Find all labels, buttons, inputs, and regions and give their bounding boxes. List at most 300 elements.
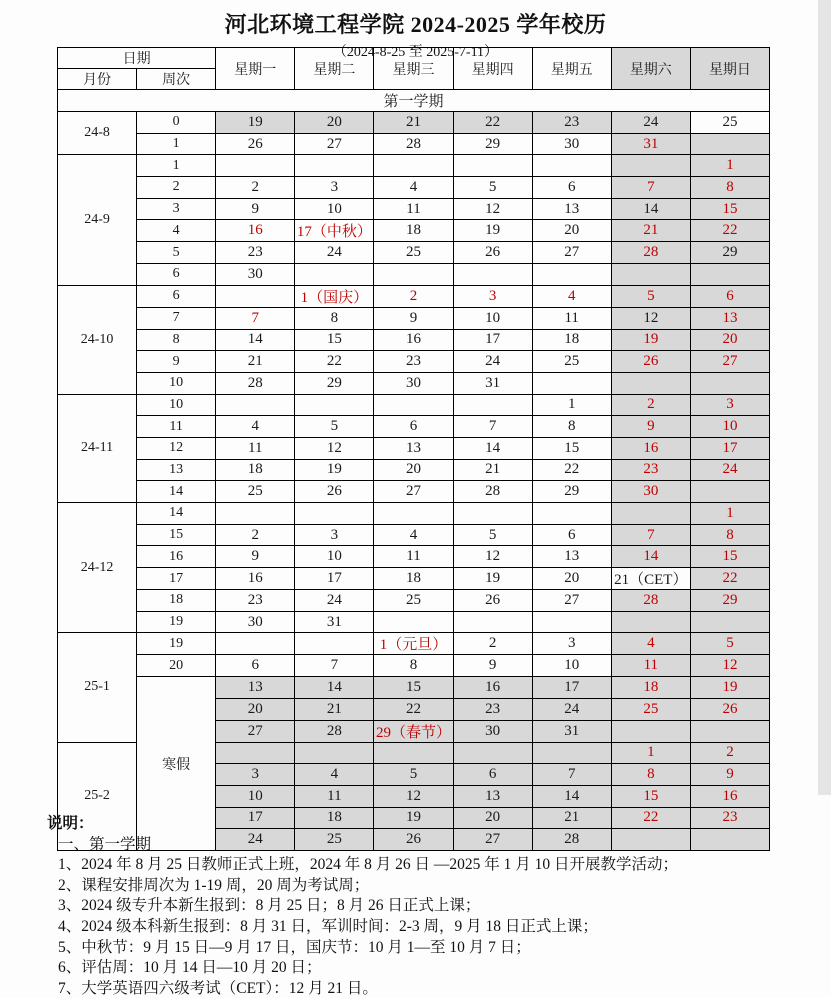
- calendar-day-cell: 8: [295, 307, 374, 329]
- calendar-day-cell: 24: [453, 351, 532, 373]
- weekday-header-sun: 星期日: [690, 48, 769, 90]
- calendar-day-cell: 29: [690, 590, 769, 612]
- calendar-day-cell: 6: [690, 285, 769, 307]
- calendar-day-cell: [690, 481, 769, 503]
- week-number-cell: 4: [137, 220, 216, 242]
- semester-banner-row: [58, 90, 770, 112]
- calendar-day-cell: 14: [532, 785, 611, 807]
- calendar-day-cell: 26: [216, 133, 295, 155]
- calendar-day-cell: 2: [611, 394, 690, 416]
- calendar-day-cell: 9: [216, 198, 295, 220]
- calendar-week-row: [58, 546, 770, 568]
- calendar-day-cell: 26: [611, 351, 690, 373]
- calendar-day-cell: 31: [611, 133, 690, 155]
- calendar-day-cell: 5: [611, 285, 690, 307]
- calendar-day-cell: 4: [374, 524, 453, 546]
- calendar-week-row: [58, 242, 770, 264]
- calendar-day-cell: [216, 394, 295, 416]
- month-label-cell: 24-12: [58, 503, 137, 633]
- calendar-day-cell: 5: [374, 764, 453, 786]
- week-number-cell: 16: [137, 546, 216, 568]
- calendar-day-cell: 13: [690, 307, 769, 329]
- calendar-day-cell: 1: [611, 742, 690, 764]
- calendar-day-cell: [295, 394, 374, 416]
- week-number-cell: 8: [137, 329, 216, 351]
- calendar-day-cell: 20: [532, 220, 611, 242]
- week-number-cell: 19: [137, 633, 216, 655]
- calendar-day-cell: 25: [374, 590, 453, 612]
- calendar-day-cell: [532, 372, 611, 394]
- calendar-day-cell: 7: [453, 416, 532, 438]
- calendar-week-row: [58, 285, 770, 307]
- calendar-day-cell: [611, 611, 690, 633]
- calendar-day-cell: 13: [216, 677, 295, 699]
- calendar-day-cell: 26: [453, 242, 532, 264]
- calendar-day-cell: 7: [216, 307, 295, 329]
- calendar-day-cell: 15: [374, 677, 453, 699]
- date-header-cell: 日期: [58, 48, 216, 69]
- calendar-day-cell: 7: [532, 764, 611, 786]
- calendar-day-cell: 21: [295, 698, 374, 720]
- weekday-header-thu: 星期四: [453, 48, 532, 90]
- calendar-day-cell: 5: [453, 177, 532, 199]
- calendar-day-cell: 30: [374, 372, 453, 394]
- calendar-day-cell: 10: [532, 655, 611, 677]
- calendar-day-cell: 6: [532, 524, 611, 546]
- calendar-day-cell: 7: [611, 177, 690, 199]
- calendar-day-cell: [611, 372, 690, 394]
- calendar-week-row: [58, 416, 770, 438]
- calendar-day-cell: 24: [690, 459, 769, 481]
- calendar-week-row: [58, 437, 770, 459]
- calendar-day-cell: 19: [295, 459, 374, 481]
- calendar-day-cell: 2: [453, 633, 532, 655]
- calendar-day-cell: 13: [532, 546, 611, 568]
- calendar-day-cell: 15: [611, 785, 690, 807]
- calendar-day-cell: 9: [374, 307, 453, 329]
- calendar-day-cell: 9: [611, 416, 690, 438]
- calendar-day-cell: 4: [611, 633, 690, 655]
- calendar-day-cell: 22: [453, 112, 532, 134]
- calendar-week-row: [58, 133, 770, 155]
- calendar-day-cell: [453, 264, 532, 286]
- calendar-day-cell: 28: [374, 133, 453, 155]
- calendar-week-row: [58, 524, 770, 546]
- calendar-week-row: [58, 177, 770, 199]
- page-subtitle: （2024-8-25 至 2025-7-11）: [332, 45, 499, 60]
- calendar-day-cell: 6: [374, 416, 453, 438]
- calendar-day-cell: 14: [453, 437, 532, 459]
- notes-section: [47, 814, 807, 998]
- calendar-day-cell: 17: [690, 437, 769, 459]
- semester-banner: 第一学期: [58, 90, 770, 112]
- calendar-day-cell: 6: [532, 177, 611, 199]
- calendar-day-cell: [690, 264, 769, 286]
- week-number-cell: 6: [137, 264, 216, 286]
- calendar-day-cell: 20: [295, 112, 374, 134]
- calendar-day-cell: 18: [216, 459, 295, 481]
- calendar-day-cell: 21: [453, 459, 532, 481]
- month-header-cell: 月份: [58, 69, 137, 90]
- week-number-cell: 18: [137, 590, 216, 612]
- calendar-day-cell: [453, 742, 532, 764]
- month-label-cell: 25-1: [58, 633, 137, 742]
- calendar-day-cell: 23: [690, 807, 769, 829]
- calendar-day-cell: 10: [690, 416, 769, 438]
- month-label-cell: 24-10: [58, 285, 137, 394]
- calendar-day-cell: 28: [532, 829, 611, 851]
- calendar-day-cell: 1: [690, 155, 769, 177]
- calendar-day-cell: [532, 611, 611, 633]
- calendar-week-row: [58, 481, 770, 503]
- calendar-day-cell: 13: [374, 437, 453, 459]
- week-header-cell: 周次: [137, 69, 216, 90]
- calendar-day-cell: 17: [532, 677, 611, 699]
- calendar-day-cell: [295, 155, 374, 177]
- calendar-day-cell: [374, 742, 453, 764]
- calendar-week-row: [58, 459, 770, 481]
- calendar-week-row: [58, 655, 770, 677]
- calendar-day-cell: [295, 264, 374, 286]
- note-line: 1、2024 年 8 月 25 日教师正式上班，2024 年 8 月 26 日 —2025 年 1 月 10 日开展教学活动；: [58, 856, 679, 874]
- calendar-day-cell: 9: [453, 655, 532, 677]
- calendar-day-cell: [690, 372, 769, 394]
- calendar-day-cell: [690, 133, 769, 155]
- calendar-day-cell: 16: [690, 785, 769, 807]
- calendar-day-cell: 5: [690, 633, 769, 655]
- calendar-day-cell: 11: [374, 546, 453, 568]
- calendar-table: [57, 47, 770, 851]
- calendar-day-cell: 4: [374, 177, 453, 199]
- calendar-day-cell: 3: [295, 177, 374, 199]
- calendar-day-cell: 20: [532, 568, 611, 590]
- calendar-day-cell: 8: [374, 655, 453, 677]
- calendar-day-cell: 19: [690, 677, 769, 699]
- calendar-day-cell: 25: [690, 112, 769, 134]
- calendar-day-cell: 3: [216, 764, 295, 786]
- calendar-day-cell: 19: [611, 329, 690, 351]
- note-line: 一、第一学期: [58, 835, 152, 853]
- calendar-day-cell: 19: [216, 112, 295, 134]
- calendar-day-cell: 11: [295, 785, 374, 807]
- week-number-cell: 17: [137, 568, 216, 590]
- calendar-week-row: [58, 503, 770, 525]
- calendar-day-cell: [374, 264, 453, 286]
- calendar-day-cell: 6: [453, 764, 532, 786]
- calendar-day-cell: 8: [532, 416, 611, 438]
- calendar-day-cell: [611, 720, 690, 742]
- week-number-cell: 20: [137, 655, 216, 677]
- calendar-day-cell: 24: [532, 698, 611, 720]
- calendar-day-cell: 30: [532, 133, 611, 155]
- calendar-day-cell: 19: [453, 568, 532, 590]
- calendar-day-cell: 10: [295, 198, 374, 220]
- month-label-cell: 24-9: [58, 155, 137, 285]
- month-label-cell: 25-2: [58, 742, 137, 850]
- calendar-day-cell: 27: [690, 351, 769, 373]
- calendar-day-cell: 29: [295, 372, 374, 394]
- calendar-day-cell: 8: [611, 764, 690, 786]
- calendar-day-cell: 23: [453, 698, 532, 720]
- calendar-day-cell: 21: [611, 220, 690, 242]
- calendar-day-cell: 23: [374, 351, 453, 373]
- calendar-day-cell: 10: [453, 307, 532, 329]
- page-title: 河北环境工程学院 2024-2025 学年校历: [224, 12, 607, 37]
- calendar-day-cell: [295, 742, 374, 764]
- calendar-day-cell: 1: [532, 394, 611, 416]
- calendar-day-cell: [374, 155, 453, 177]
- calendar-day-cell: 26: [690, 698, 769, 720]
- weekday-header-wed: 星期三: [374, 48, 453, 90]
- calendar-day-cell: [611, 155, 690, 177]
- calendar-day-cell: 27: [374, 481, 453, 503]
- calendar-day-cell: 27: [453, 829, 532, 851]
- calendar-day-cell: 12: [453, 546, 532, 568]
- calendar-body: [58, 90, 770, 851]
- calendar-day-cell: 18: [374, 568, 453, 590]
- month-label-cell: 24-11: [58, 394, 137, 502]
- calendar-day-cell: 2: [216, 177, 295, 199]
- calendar-day-cell: 5: [453, 524, 532, 546]
- calendar-day-cell: [216, 155, 295, 177]
- calendar-day-cell: 28: [611, 242, 690, 264]
- calendar-day-cell: 25: [295, 829, 374, 851]
- calendar-day-cell: 27: [295, 133, 374, 155]
- calendar-day-cell: 3: [690, 394, 769, 416]
- calendar-day-cell: 7: [611, 524, 690, 546]
- calendar-day-cell: [374, 611, 453, 633]
- calendar-day-cell: 1（元旦）: [374, 633, 453, 655]
- calendar-day-cell: 31: [453, 372, 532, 394]
- calendar-day-cell: 20: [690, 329, 769, 351]
- calendar-header: [58, 48, 770, 90]
- calendar-day-cell: [532, 503, 611, 525]
- week-number-cell: 10: [137, 394, 216, 416]
- calendar-week-row: [58, 329, 770, 351]
- weekday-header-fri: 星期五: [532, 48, 611, 90]
- calendar-day-cell: 21: [532, 807, 611, 829]
- calendar-day-cell: 8: [690, 177, 769, 199]
- calendar-header-row-1: [58, 48, 770, 69]
- calendar-day-cell: 11: [216, 437, 295, 459]
- calendar-day-cell: 15: [690, 546, 769, 568]
- calendar-week-row: [58, 307, 770, 329]
- week-number-cell: 14: [137, 481, 216, 503]
- calendar-day-cell: 29: [690, 242, 769, 264]
- calendar-day-cell: 10: [216, 785, 295, 807]
- note-line: 3、2024 级专升本新生报到：8 月 25 日；8 月 26 日正式上课；: [58, 897, 481, 915]
- calendar-day-cell: 21: [374, 112, 453, 134]
- calendar-day-cell: 28: [453, 481, 532, 503]
- calendar-day-cell: 4: [216, 416, 295, 438]
- calendar-day-cell: 12: [611, 307, 690, 329]
- calendar-day-cell: 12: [453, 198, 532, 220]
- week-number-cell: 6: [137, 285, 216, 307]
- calendar-day-cell: 14: [216, 329, 295, 351]
- calendar-day-cell: 14: [611, 198, 690, 220]
- week-number-cell: 9: [137, 351, 216, 373]
- calendar-day-cell: 11: [532, 307, 611, 329]
- calendar-day-cell: 27: [532, 242, 611, 264]
- calendar-day-cell: 24: [216, 829, 295, 851]
- week-number-cell: 11: [137, 416, 216, 438]
- calendar-day-cell: 16: [611, 437, 690, 459]
- calendar-week-row: [58, 372, 770, 394]
- week-number-cell: 7: [137, 307, 216, 329]
- calendar-day-cell: 20: [216, 698, 295, 720]
- calendar-week-row: [58, 677, 770, 699]
- calendar-day-cell: 7: [295, 655, 374, 677]
- calendar-day-cell: 10: [295, 546, 374, 568]
- calendar-day-cell: [611, 264, 690, 286]
- calendar-day-cell: 4: [295, 764, 374, 786]
- calendar-day-cell: [374, 503, 453, 525]
- calendar-day-cell: 12: [690, 655, 769, 677]
- calendar-day-cell: 21: [216, 351, 295, 373]
- calendar-day-cell: 16: [216, 568, 295, 590]
- week-number-cell: 19: [137, 611, 216, 633]
- calendar-day-cell: [690, 611, 769, 633]
- calendar-day-cell: 2: [216, 524, 295, 546]
- calendar-week-row: [58, 611, 770, 633]
- week-number-cell: 12: [137, 437, 216, 459]
- calendar-day-cell: [374, 394, 453, 416]
- winter-vacation-label-cell: 寒假: [137, 677, 216, 851]
- calendar-day-cell: 24: [295, 590, 374, 612]
- calendar-day-cell: [532, 264, 611, 286]
- calendar-day-cell: 11: [611, 655, 690, 677]
- calendar-day-cell: [216, 742, 295, 764]
- week-number-cell: 1: [137, 155, 216, 177]
- calendar-day-cell: 20: [374, 459, 453, 481]
- calendar-day-cell: 13: [453, 785, 532, 807]
- calendar-day-cell: 17: [216, 807, 295, 829]
- calendar-day-cell: 23: [216, 242, 295, 264]
- calendar-day-cell: [611, 503, 690, 525]
- calendar-week-row: [58, 394, 770, 416]
- calendar-day-cell: 9: [216, 546, 295, 568]
- calendar-day-cell: 14: [295, 677, 374, 699]
- calendar-week-row: [58, 155, 770, 177]
- calendar-day-cell: [532, 155, 611, 177]
- calendar-day-cell: 30: [611, 481, 690, 503]
- calendar-day-cell: [453, 394, 532, 416]
- calendar-day-cell: 29: [453, 133, 532, 155]
- calendar-day-cell: 29: [532, 481, 611, 503]
- calendar-day-cell: 27: [532, 590, 611, 612]
- note-line: 6、评估周：10 月 14 日—10 月 20 日；: [58, 959, 322, 977]
- calendar-day-cell: 8: [690, 524, 769, 546]
- calendar-day-cell: 22: [374, 698, 453, 720]
- calendar-day-cell: 12: [374, 785, 453, 807]
- calendar-day-cell: 13: [532, 198, 611, 220]
- note-line: 7、大学英语四六级考试（CET）：12 月 21 日。: [58, 979, 378, 997]
- calendar-day-cell: [690, 720, 769, 742]
- note-line: 5、中秋节：9 月 15 日—9 月 17 日，国庆节：10 月 1—至 10 月 7 日；: [58, 938, 531, 956]
- calendar-day-cell: 24: [611, 112, 690, 134]
- calendar-day-cell: 21（CET）: [611, 568, 690, 590]
- week-number-cell: 14: [137, 503, 216, 525]
- calendar-day-cell: 22: [295, 351, 374, 373]
- note-line: 2、课程安排周次为 1-19 周，20 周为考试周；: [58, 876, 370, 894]
- calendar-day-cell: 17: [453, 329, 532, 351]
- calendar-day-cell: [453, 503, 532, 525]
- calendar-day-cell: 25: [611, 698, 690, 720]
- calendar-day-cell: [216, 633, 295, 655]
- weekday-header-mon: 星期一: [216, 48, 295, 90]
- calendar-day-cell: 28: [216, 372, 295, 394]
- calendar-day-cell: 3: [532, 633, 611, 655]
- week-number-cell: 2: [137, 177, 216, 199]
- calendar-day-cell: 11: [374, 198, 453, 220]
- calendar-day-cell: 26: [453, 590, 532, 612]
- calendar-day-cell: 30: [453, 720, 532, 742]
- calendar-day-cell: 31: [295, 611, 374, 633]
- calendar-week-row: [58, 568, 770, 590]
- calendar-day-cell: 22: [690, 220, 769, 242]
- calendar-day-cell: 18: [295, 807, 374, 829]
- calendar-day-cell: [216, 503, 295, 525]
- calendar-day-cell: 31: [532, 720, 611, 742]
- calendar-day-cell: 9: [690, 764, 769, 786]
- calendar-day-cell: 29（春节）: [374, 720, 453, 742]
- calendar-day-cell: 2: [690, 742, 769, 764]
- week-number-cell: 1: [137, 133, 216, 155]
- notes-heading: 说明：: [47, 815, 94, 832]
- calendar-week-row: [58, 112, 770, 134]
- calendar-week-row: [58, 198, 770, 220]
- calendar-day-cell: 1（国庆）: [295, 285, 374, 307]
- week-number-cell: 0: [137, 112, 216, 134]
- calendar-day-cell: 2: [374, 285, 453, 307]
- calendar-day-cell: 22: [690, 568, 769, 590]
- calendar-day-cell: [532, 742, 611, 764]
- calendar-day-cell: [295, 503, 374, 525]
- calendar-day-cell: 26: [295, 481, 374, 503]
- calendar-day-cell: 28: [295, 720, 374, 742]
- calendar-day-cell: 25: [374, 242, 453, 264]
- month-label-cell: 24-8: [58, 112, 137, 155]
- calendar-day-cell: 14: [611, 546, 690, 568]
- weekday-header-tue: 星期二: [295, 48, 374, 90]
- calendar-day-cell: 28: [611, 590, 690, 612]
- calendar-day-cell: 15: [295, 329, 374, 351]
- calendar-day-cell: 3: [453, 285, 532, 307]
- calendar-day-cell: 4: [532, 285, 611, 307]
- calendar-day-cell: 19: [453, 220, 532, 242]
- weekday-header-sat: 星期六: [611, 48, 690, 90]
- calendar-day-cell: [453, 611, 532, 633]
- calendar-day-cell: 30: [216, 611, 295, 633]
- note-line: 4、2024 级本科新生报到：8 月 31 日，军训时间：2-3 周，9 月 18 日正式上课；: [58, 917, 598, 935]
- week-number-cell: 5: [137, 242, 216, 264]
- calendar-week-row: [58, 633, 770, 655]
- calendar-day-cell: 30: [216, 264, 295, 286]
- calendar-day-cell: 5: [295, 416, 374, 438]
- calendar-day-cell: [216, 285, 295, 307]
- week-number-cell: 15: [137, 524, 216, 546]
- calendar-day-cell: 18: [374, 220, 453, 242]
- calendar-week-row: [58, 351, 770, 373]
- calendar-day-cell: 23: [611, 459, 690, 481]
- calendar-day-cell: 17: [295, 568, 374, 590]
- calendar-day-cell: 18: [611, 677, 690, 699]
- calendar-day-cell: 6: [216, 655, 295, 677]
- week-number-cell: 3: [137, 198, 216, 220]
- calendar-day-cell: 16: [374, 329, 453, 351]
- week-number-cell: 10: [137, 372, 216, 394]
- calendar-day-cell: 26: [374, 829, 453, 851]
